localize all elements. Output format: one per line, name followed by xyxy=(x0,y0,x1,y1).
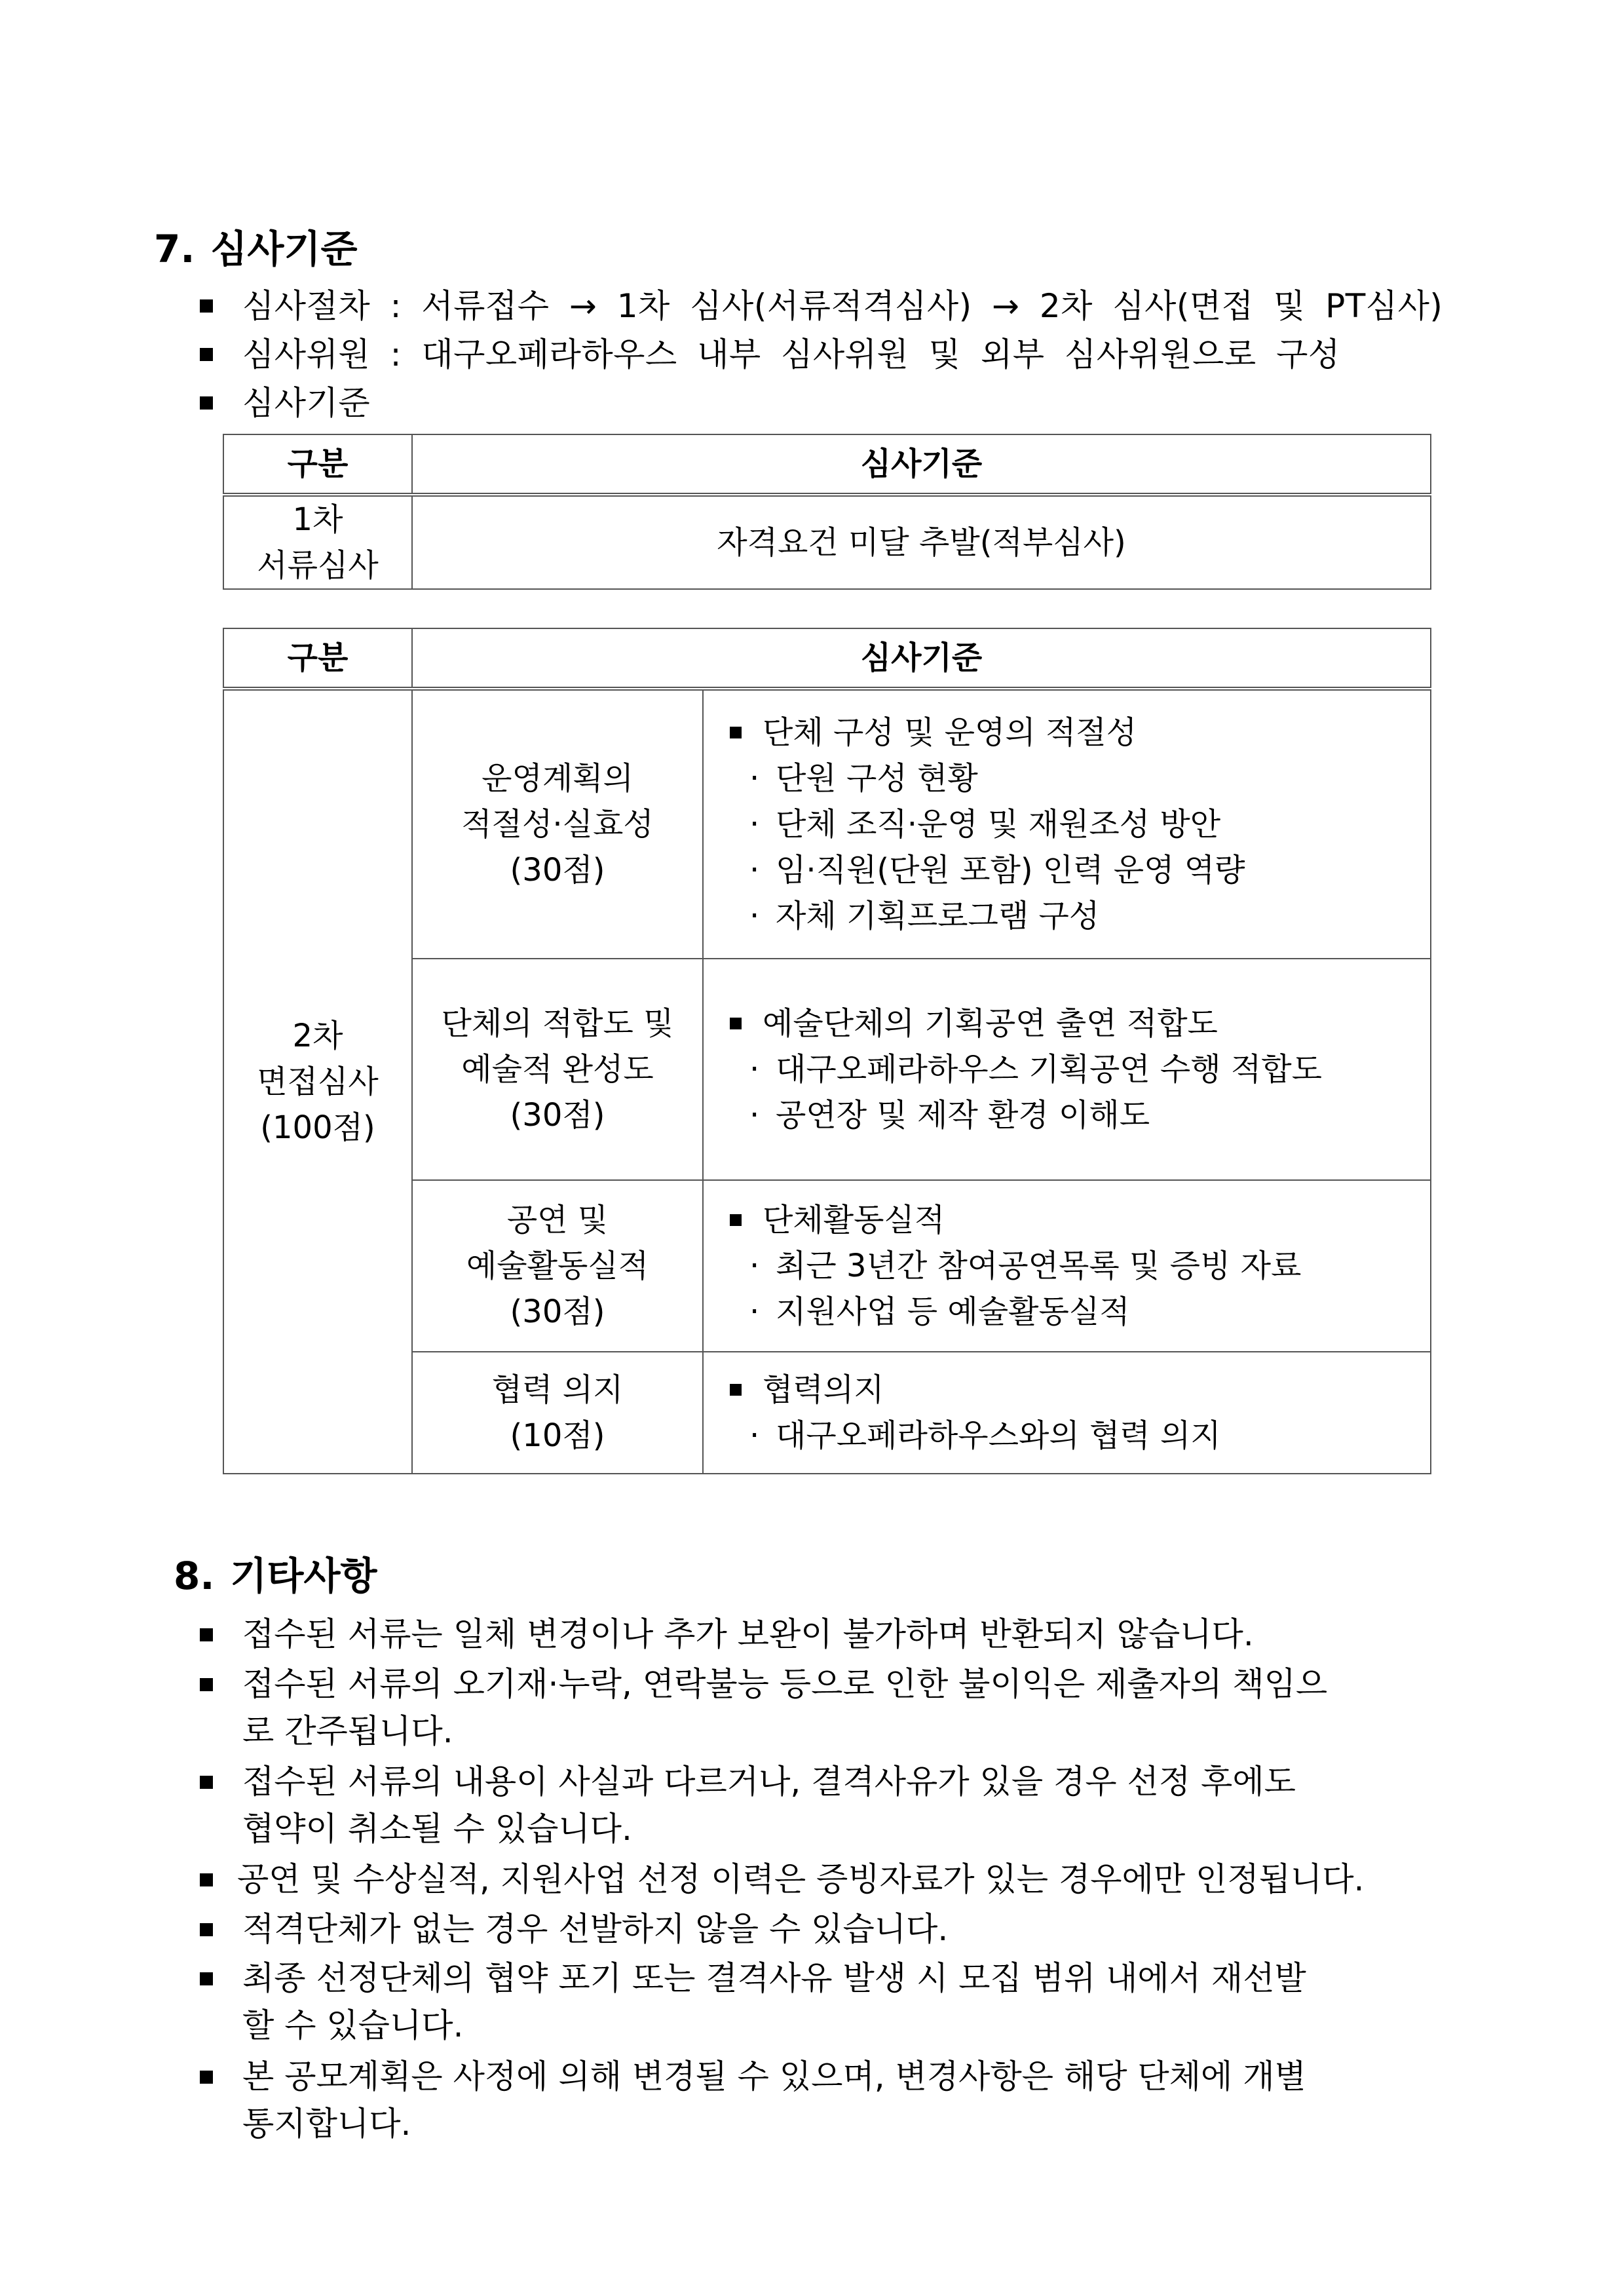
note-line: 통지합니다. xyxy=(242,2105,411,2143)
note-line: 공연 및 수상실적, 지원사업 선정 이력은 증빙자료가 있는 경우에만 인정됩니다. xyxy=(237,1860,1365,1898)
bullet-square-icon xyxy=(200,396,213,410)
section-7-number: 7. xyxy=(154,227,195,271)
header-category: 구분 xyxy=(223,628,412,689)
review-procedure-text: 심사절차 : 서류접수 → 1차 심사(서류적격심사) → 2차 심사(면접 및 PT심사) xyxy=(242,287,1443,325)
table-header-row xyxy=(223,434,1431,495)
second-round-criteria-table xyxy=(223,628,1431,1474)
note-line: 접수된 서류의 오기재·누락, 연락불능 등으로 인한 불이익은 제출자의 책임으 xyxy=(242,1665,1328,1703)
main-criterion-text: 단체 구성 및 운영의 적절성 xyxy=(763,714,1137,751)
header-criteria: 심사기준 xyxy=(412,434,1431,495)
category-cell xyxy=(412,959,703,1180)
criteria-detail-cell xyxy=(703,1180,1431,1352)
stage-round: 1차 xyxy=(292,501,343,538)
bullet-square-icon xyxy=(730,1018,742,1029)
category-line: 운영계획의 xyxy=(482,760,633,797)
criteria-cell: 자격요건 미달 추발(적부심사) xyxy=(412,495,1431,589)
section-7-heading xyxy=(154,226,358,272)
main-criterion xyxy=(704,1197,1430,1243)
note-line: 적격단체가 없는 경우 선발하지 않을 수 있습니다. xyxy=(242,1910,949,1948)
bullet-square-icon xyxy=(200,348,213,361)
category-line: 적절성·실효성 xyxy=(461,806,654,843)
main-criterion xyxy=(704,1001,1430,1046)
sub-criterion-text: 단원 구성 현황 xyxy=(776,760,978,797)
criteria-detail-cell xyxy=(703,689,1431,959)
note-line: 할 수 있습니다. xyxy=(242,2006,464,2044)
sub-criterion-text: 지원사업 등 예술활동실적 xyxy=(776,1293,1130,1330)
note-line: 접수된 서류의 내용이 사실과 다르거나, 결격사유가 있을 경우 선정 후에도 xyxy=(242,1763,1296,1801)
bullet-square-icon xyxy=(730,1214,742,1226)
main-criterion-text: 단체활동실적 xyxy=(763,1202,945,1238)
bullet-square-icon xyxy=(730,1384,742,1396)
bullet-square-icon xyxy=(200,1628,213,1641)
category-points: (30점) xyxy=(510,852,605,889)
sub-criterion: · 공연장 및 제작 환경 이해도 xyxy=(749,1097,1150,1134)
section-8-title: 기타사항 xyxy=(230,1554,377,1598)
category-line: 예술적 완성도 xyxy=(461,1051,654,1088)
stage-round: 2차 xyxy=(292,1018,343,1054)
review-committee-text: 심사위원 : 대구오페라하우스 내부 심사위원 및 외부 심사위원으로 구성 xyxy=(242,335,1340,373)
table-header-row xyxy=(223,628,1431,689)
category-line: 협력 의지 xyxy=(491,1371,624,1408)
sub-criterion: · 대구오페라하우스 기획공연 수행 적합도 xyxy=(749,1051,1323,1088)
criteria-detail-cell xyxy=(703,1352,1431,1474)
section-8-heading xyxy=(174,1553,377,1599)
table-row xyxy=(223,495,1431,589)
sub-criterion-text: 최근 3년간 참여공연목록 및 증빙 자료 xyxy=(776,1248,1302,1284)
note-item xyxy=(237,1856,1495,1903)
sub-criterion-text: 자체 기획프로그램 구성 xyxy=(776,898,1100,934)
sub-criterion: · 대구오페라하우스와의 협력 의지 xyxy=(749,1417,1221,1454)
note-item xyxy=(242,2053,1500,2147)
sub-criterion: · 지원사업 등 예술활동실적 xyxy=(749,1293,1130,1330)
category-cell xyxy=(412,1352,703,1474)
note-item xyxy=(242,1905,1500,1953)
main-criterion xyxy=(704,1367,1430,1413)
bullet-square-icon xyxy=(200,299,213,313)
bullet-square-icon xyxy=(200,1678,213,1691)
header-criteria: 심사기준 xyxy=(412,628,1431,689)
stage-type: 면접심사 xyxy=(257,1063,379,1100)
note-item xyxy=(242,1955,1500,2049)
bullet-square-icon xyxy=(200,2071,213,2084)
note-line: 접수된 서류는 일체 변경이나 추가 보완이 불가하며 반환되지 않습니다. xyxy=(242,1615,1254,1653)
sub-criterion-text: 단체 조직·운영 및 재원조성 방안 xyxy=(776,806,1221,843)
main-criterion-text: 예술단체의 기획공연 출연 적합도 xyxy=(763,1005,1218,1042)
note-line: 최종 선정단체의 협약 포기 또는 결격사유 발생 시 모집 범위 내에서 재선발 xyxy=(242,1959,1306,1997)
category-cell xyxy=(412,689,703,959)
sub-criterion-text: 대구오페라하우스와의 협력 의지 xyxy=(776,1417,1221,1454)
note-line: 협약이 취소될 수 있습니다. xyxy=(242,1810,632,1848)
sub-criterion-text: 대구오페라하우스 기획공연 수행 적합도 xyxy=(776,1051,1323,1088)
note-line: 로 간주됩니다. xyxy=(242,1712,453,1750)
first-round-criteria-table xyxy=(223,434,1431,590)
category-points: (10점) xyxy=(510,1417,605,1454)
note-item xyxy=(242,1611,1500,1658)
sub-criterion: · 단체 조직·운영 및 재원조성 방안 xyxy=(749,806,1221,843)
sub-criterion: · 임·직원(단원 포함) 인력 운영 역량 xyxy=(749,852,1245,889)
category-points: (30점) xyxy=(510,1293,605,1330)
category-line: 공연 및 xyxy=(506,1202,609,1238)
criteria-detail-cell xyxy=(703,959,1431,1180)
review-criteria-label: 심사기준 xyxy=(242,384,371,422)
category-cell xyxy=(412,1180,703,1352)
sub-criterion: · 단원 구성 현황 xyxy=(749,760,978,797)
bullet-square-icon xyxy=(730,727,742,738)
category-line: 예술활동실적 xyxy=(466,1248,649,1284)
stage-type: 서류심사 xyxy=(257,547,379,584)
section-7-title: 심사기준 xyxy=(210,227,358,271)
header-category: 구분 xyxy=(223,434,412,495)
stage-cell xyxy=(223,689,412,1474)
sub-criterion: · 최근 3년간 참여공연목록 및 증빙 자료 xyxy=(749,1248,1302,1284)
category-line: 단체의 적합도 및 xyxy=(441,1005,674,1042)
bullet-square-icon xyxy=(200,1972,213,1985)
sub-criterion-text: 임·직원(단원 포함) 인력 운영 역량 xyxy=(776,852,1245,889)
sub-criterion: · 자체 기획프로그램 구성 xyxy=(749,898,1100,934)
note-item xyxy=(242,1660,1500,1755)
note-line: 본 공모계획은 사정에 의해 변경될 수 있으며, 변경사항은 해당 단체에 개별 xyxy=(242,2057,1306,2095)
section-8-number: 8. xyxy=(174,1554,215,1598)
main-criterion-text: 협력의지 xyxy=(763,1371,884,1408)
bullet-square-icon xyxy=(200,1776,213,1789)
stage-cell xyxy=(223,495,412,589)
stage-points: (100점) xyxy=(260,1109,375,1146)
sub-criterion-text: 공연장 및 제작 환경 이해도 xyxy=(776,1097,1150,1134)
bullet-square-icon xyxy=(200,1873,213,1886)
category-points: (30점) xyxy=(510,1097,605,1134)
main-criterion xyxy=(704,710,1430,756)
bullet-square-icon xyxy=(200,1923,213,1936)
note-item xyxy=(242,1758,1500,1852)
table-row xyxy=(223,689,1431,959)
